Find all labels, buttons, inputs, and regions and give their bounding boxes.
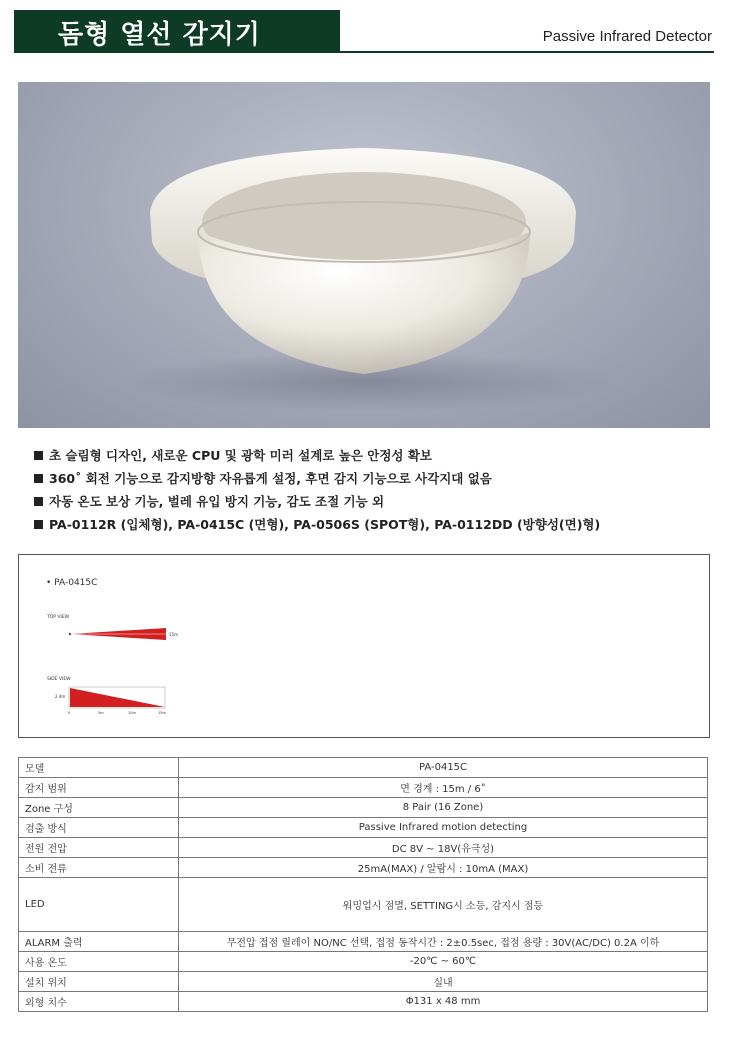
top-view-label: TOP VIEW	[47, 615, 70, 620]
table-row	[19, 858, 708, 878]
bullet-icon	[34, 520, 43, 529]
side-tick: 10m	[128, 711, 136, 715]
page-subtitle: Passive Infrared Detector	[542, 28, 712, 45]
page-header	[0, 0, 730, 56]
spec-key: ALARM 출력	[19, 932, 179, 952]
feature-item: PA-0112R (입체형), PA-0415C (면형), PA-0506S (SPOT형), PA-0112DD (방향성(면)형)	[34, 515, 600, 538]
spec-value: 8 Pair (16 Zone)	[179, 798, 708, 818]
table-row	[19, 778, 708, 798]
spec-key: 검출 방식	[19, 818, 179, 838]
feature-item: 360˚ 회전 기능으로 감지방향 자유롭게 설정, 후면 감지 기능으로 사각지대 없음	[34, 469, 600, 492]
feature-list	[34, 446, 600, 538]
table-row	[19, 992, 708, 1012]
table-row	[19, 818, 708, 838]
spec-value: Φ131 x 48 mm	[179, 992, 708, 1012]
spec-key: 외형 치수	[19, 992, 179, 1012]
spec-value: -20℃ ~ 60℃	[179, 952, 708, 972]
spec-table	[18, 757, 708, 1012]
bullet-icon	[34, 451, 43, 460]
detection-pattern-box	[18, 554, 710, 738]
table-row	[19, 798, 708, 818]
feature-item: 초 슬림형 디자인, 새로운 CPU 및 광학 미러 설계로 높은 안정성 확보	[34, 446, 600, 469]
spec-value: 워밍업시 점멸, SETTING시 소등, 감지시 점등	[179, 878, 708, 932]
spec-key: 전원 전압	[19, 838, 179, 858]
spec-key: 모델	[19, 758, 179, 778]
spec-value: 25mA(MAX) / 알람시 : 10mA (MAX)	[179, 858, 708, 878]
table-row	[19, 932, 708, 952]
table-row	[19, 878, 708, 932]
spec-key: 소비 전류	[19, 858, 179, 878]
side-tick: 5m	[98, 711, 104, 715]
side-tick: 0	[68, 711, 71, 715]
spec-key: 설치 위치	[19, 972, 179, 992]
diagram-model-label: • PA-0415C	[46, 578, 98, 588]
table-row	[19, 758, 708, 778]
spec-value: 무전압 접점 릴레이 NO/NC 선택, 접점 동작시간 : 2±0.5sec, 접점 용량 : 30V(AC/DC) 0.2A 이하	[179, 932, 708, 952]
feature-item: 자동 온도 보상 기능, 벌레 유입 방지 기능, 감도 조절 기능 외	[34, 492, 600, 515]
spec-key: 사용 온도	[19, 952, 179, 972]
table-row	[19, 952, 708, 972]
detection-pattern-diagram	[19, 555, 709, 737]
spec-value: Passive Infrared motion detecting	[179, 818, 708, 838]
spec-value: DC 8V ~ 18V(유극성)	[179, 838, 708, 858]
table-row	[19, 972, 708, 992]
bullet-icon	[34, 474, 43, 483]
spec-key: Zone 구성	[19, 798, 179, 818]
table-row	[19, 838, 708, 858]
top-view-range-label: 15m	[169, 632, 178, 637]
detector-illustration	[18, 82, 710, 428]
bullet-icon	[34, 497, 43, 506]
product-photo	[18, 82, 710, 428]
side-view-label: SIDE VIEW	[47, 677, 71, 682]
spec-value: 실내	[179, 972, 708, 992]
side-view-height-label: 2.4m	[55, 694, 66, 699]
spec-value: PA-0415C	[179, 758, 708, 778]
spec-key: LED	[19, 878, 179, 932]
spec-value: 면 경계 : 15m / 6˚	[179, 778, 708, 798]
page-title: 돔형 열선 감지기	[58, 20, 261, 50]
header-rule	[14, 51, 714, 53]
side-tick: 15m	[158, 711, 166, 715]
spec-key: 감지 범위	[19, 778, 179, 798]
side-view-zone	[70, 688, 165, 707]
